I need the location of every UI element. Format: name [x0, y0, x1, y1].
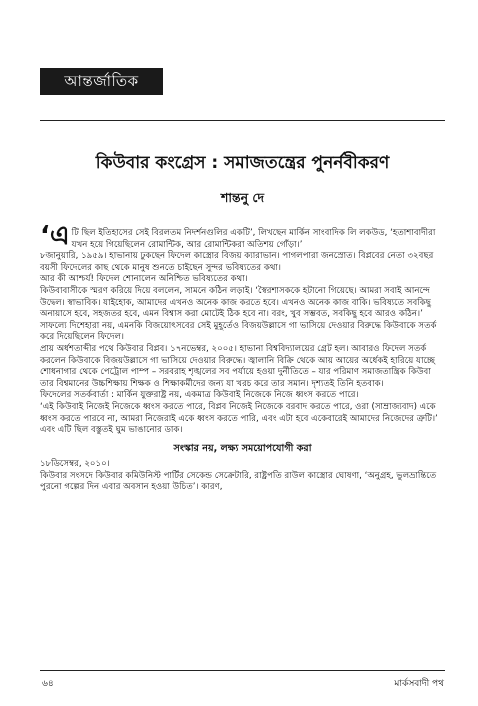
paragraph: আর কী আশ্চর্য! ফিদেল শোনালেন অনিশ্চিত ভবিষ্যতের কথা।	[40, 274, 248, 285]
page-number: ৬৪	[42, 679, 54, 689]
paragraph: প্রায় অর্ধশতাব্দীর পথে কিউবার বিপ্লব। ১৭নভেম্বর, ২০০৫। হাভানা বিশ্ববিদ্যালয়ের গ্রেট হল। আবারও ফিদেল সতর্ক করলেন কিউবাকে বিজয়উল্লাসে গা ভাসিয়ে দেওয়ার বিরুদ্ধে। জ্বালানি বিক্রি থেকে আয় আয়ের অর্ধেকই হারিয়ে যাচ্ছে শোধনাগার থেকে পেট্রোল পাম্প – সরবরাহ শৃঙ্খলের সব পর্যায়ে হওয়া দুর্নীতিতে – যার পরিমাণ সমাজতান্ত্রিক কিউবা তার বিশ্বমানের উচ্চশিক্ষায় শিক্ষক ও শিক্ষাকর্মীদের জন্য যা খরচ করে তার সমান। দৃশ্যতই তিনি হতবাক।	[40, 343, 436, 389]
journal-name: মার্কসবাদী পথ	[394, 679, 444, 689]
article-body	[40, 221, 445, 494]
article-title: কিউবার কংগ্রেস : সমাজতন্ত্রের পুনর্নবীকরণ	[95, 153, 390, 173]
paragraph: সাফল্যে দিশেহারা নয়, এমনকি বিজয়োৎসবের সেই মুহূর্তেও বিজয়উল্লাসে গা ভাসিয়ে দেওয়ার বিরুদ্ধে কিউবাকে সতর্ক করে দিয়েছিলেন ফিদেল।	[40, 320, 437, 343]
section-label: আন্তর্জাতিক	[40, 68, 163, 95]
bottom-divider	[40, 670, 445, 671]
article-author: শান্তনু দে	[220, 190, 265, 205]
paragraph: এবং এটি ছিল বস্তুতই ঘুম ভাঙানোর ডাক।	[40, 425, 183, 436]
paragraph: কিউবাবাসীকে স্মরণ করিয়ে দিয়ে বললেন, সামনে কঠিন লড়াই। ‘স্বৈরশাসককে হটানো গিয়েছে। আমরা সবাই আনন্দে উদ্বেল। স্বাভাবিক। যাইহোক, আমাদের এখনও অনেক কাজ করতে হবে। এখনও অনেক কাজ বাকি। ভবিষ্যতে সবকিছু অনায়াসে হবে, সহজতর হবে, এমন বিশ্বাস করা মোটেই ঠিক হবে না। বরং, খুব সম্ভবত, সবকিছু হবে আরও কঠিন।’	[40, 285, 431, 320]
paragraph	[40, 221, 445, 251]
section-subheading: সংস্কার নয়, লক্ষ্য সময়োপযোগী করা	[173, 442, 312, 454]
paragraph: ১৮ডিসেম্বর, ২০১০।	[40, 459, 110, 470]
paragraph: ফিদেলের সতর্কবার্তা : মার্কিন যুক্তরাষ্ট্র নয়, একমাত্র কিউবাই নিজেকে নিজে ধ্বংস করতে পারে।	[40, 390, 359, 401]
paragraph: ৮জানুয়ারি, ১৯৫৯। হাভানায় ঢুকছেন ফিদেল কাস্ত্রোর বিজয় ক্যারাভান। পাগলপারা জনস্রোত। বিপ্লবের নেতা ৩২বছর বয়সী ফিদেলের কাছ থেকে মানুষ শুনতে চাইছেন সুন্দর ভবিষ্যতের কথা।	[40, 251, 434, 273]
block-quote: ‘এই কিউবাই নিজেই নিজেকে ধ্বংস করতে পারে, বিপ্লব নিজেই নিজেকে বরবাদ করতে পারে, ওরা (সাম্রাজ্যবাদ) একে ধ্বংস করতে পারবে না, আমরা নিজেরাই একে ধ্বংস করতে পারি, এবং এটা হবে একেবারেই আমাদের নিজেদের ত্রুটি।’	[40, 401, 438, 424]
top-divider	[40, 120, 445, 121]
paragraph-text: টি ছিল ইতিহাসের সেই বিরলতম নিদর্শনগুলির একটি’, লিখছেন মার্কিন সাংবাদিক লি লকউড, ‘হতাশাবাদীরা যখন হয়ে গিয়েছিলেন রোমান্টিক, আর রোমান্টিকরা অতিশয় গোঁড়া।’	[71, 228, 436, 250]
paragraph: কিউবার সংসদে কিউবার কমিউনিস্ট পার্টির সেকেন্ড সেক্রেটারি, রাষ্ট্রপতি রাউল কাস্ত্রোর ঘোষণা, ‘অনুগ্রহ, ভুলভ্রান্তিতে পুরনো গল্পের দিন এবার অবসান হওয়া উচিত’। কারণ,	[40, 470, 437, 493]
drop-cap: ‘এ	[40, 221, 70, 251]
